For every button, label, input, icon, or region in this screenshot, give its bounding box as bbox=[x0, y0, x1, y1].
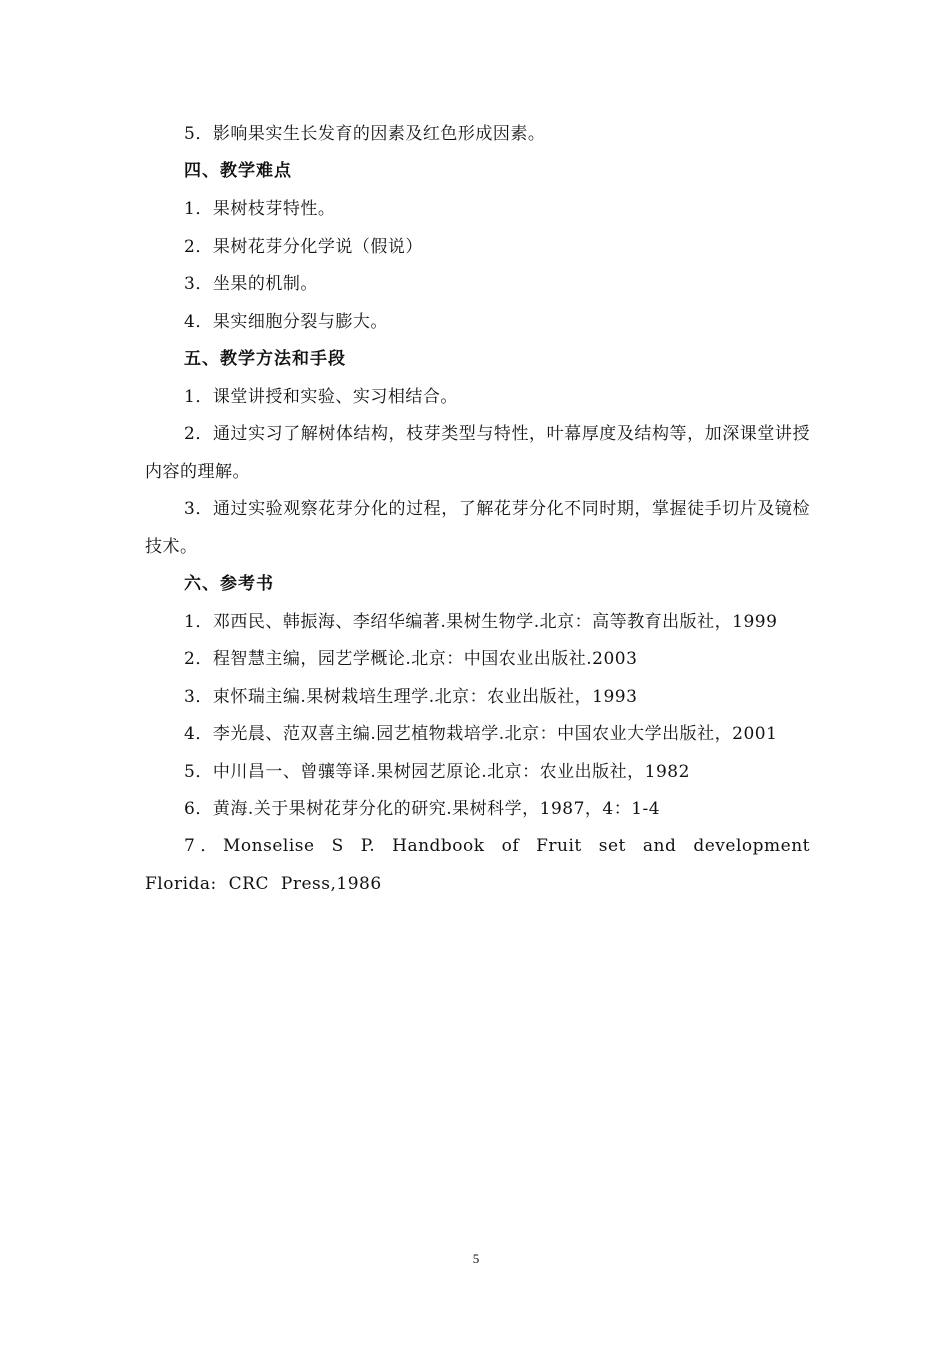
section-heading-references: 六、参考书 bbox=[184, 574, 274, 594]
list-item-paragraph: 2．通过实习了解树体结构，枝芽类型与特性，叶幕厚度及结构等，加深课堂讲授内容的理解。 bbox=[145, 424, 810, 482]
list-item: 1．课堂讲授和实验、实习相结合。 bbox=[184, 387, 458, 407]
section-heading-difficulties: 四、教学难点 bbox=[184, 161, 292, 181]
reference-item: 2．程智慧主编，园艺学概论.北京：中国农业出版社.2003 bbox=[184, 649, 638, 669]
list-item: 4．果实细胞分裂与膨大。 bbox=[184, 312, 388, 332]
reference-item: 3．束怀瑞主编.果树栽培生理学.北京：农业出版社，1993 bbox=[184, 687, 638, 707]
page-number: 5 bbox=[472, 1251, 480, 1266]
section-heading-methods: 五、教学方法和手段 bbox=[184, 349, 346, 369]
factors-item: 5．影响果实生长发育的因素及红色形成因素。 bbox=[184, 124, 546, 144]
reference-item: 5．中川昌一、曾骧等译.果树园艺原论.北京：农业出版社，1982 bbox=[184, 762, 690, 782]
list-item-paragraph: 3．通过实验观察花芽分化的过程，了解花芽分化不同时期，掌握徒手切片及镜检技术。 bbox=[145, 499, 810, 557]
reference-item: 6．黄海.关于果树花芽分化的研究.果树科学，1987，4：1-4 bbox=[184, 799, 661, 819]
list-item: 2．果树花芽分化学说（假说） bbox=[184, 237, 423, 257]
list-item: 1．果树枝芽特性。 bbox=[184, 199, 336, 219]
reference-item: 4．李光晨、范双喜主编.园艺植物栽培学.北京：中国农业大学出版社，2001 bbox=[184, 724, 778, 744]
reference-item: 7．Monselise S P. Handbook of Fruit set and development Florida: CRC Press,1986 bbox=[145, 836, 810, 894]
list-item: 3．坐果的机制。 bbox=[184, 274, 318, 294]
reference-item: 1．邓西民、韩振海、李绍华编著.果树生物学.北京：高等教育出版社，1999 bbox=[184, 612, 778, 632]
